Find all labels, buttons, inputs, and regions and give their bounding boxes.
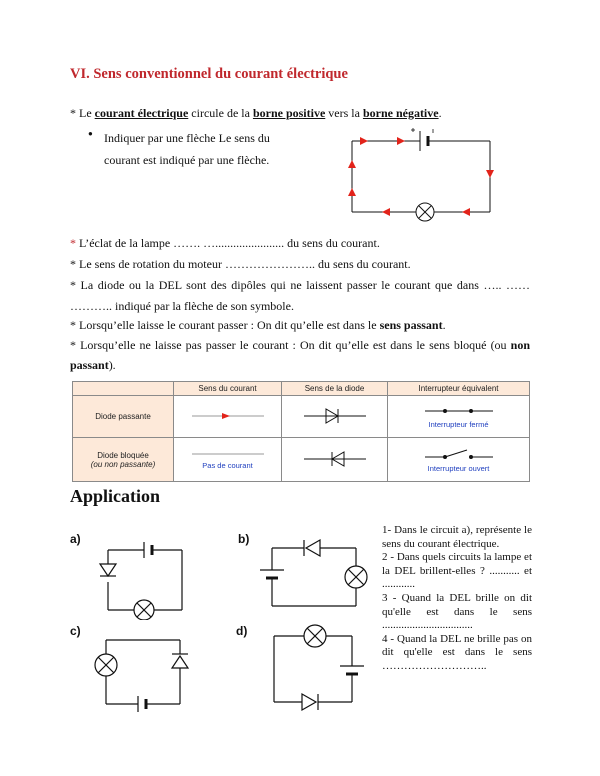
header-interrupteur: Interrupteur équivalent	[388, 382, 530, 396]
red-star: *	[70, 236, 79, 250]
circuit-b	[252, 536, 372, 620]
instruction-line1: Indiquer par une flèche Le sens du	[104, 131, 270, 145]
term-borne-positive: borne positive	[252, 106, 326, 120]
line-bloque-text: * Lorsqu’elle ne laisse pas passer le courant : On dit qu’elle est dans le sens bloqué (ou	[70, 338, 511, 352]
line-diode-2: ……….. indiqué par la flèche de son symbole.	[70, 299, 294, 313]
line-passant-end: .	[442, 318, 446, 332]
row-bloquee-sublabel: (ou non passante)	[90, 459, 156, 469]
line-sens-passant	[70, 318, 446, 333]
intro-mid: circule de la	[188, 106, 253, 120]
term-borne-negative: borne négative	[362, 106, 439, 120]
arrow-icon	[462, 208, 470, 216]
table-row	[73, 438, 530, 482]
closed-switch-icon	[421, 404, 497, 418]
term-passant: passant	[70, 358, 109, 372]
arrow-icon	[348, 188, 356, 196]
line-sens-bloque-1	[70, 338, 530, 353]
term-sens-passant: sens passant	[379, 318, 443, 332]
arrow-icon	[486, 170, 494, 178]
bullet-dot-icon: ●	[88, 129, 93, 138]
arrow-icon	[397, 137, 405, 145]
table-corner	[73, 382, 174, 396]
question-3: 3 - Quand la DEL brille on dit qu'elle est dans le sens .................................	[382, 591, 532, 632]
application-title: Application	[70, 486, 161, 506]
no-current-line	[188, 449, 268, 459]
cell-switch-closed	[388, 396, 530, 438]
arrow-icon	[360, 137, 368, 145]
instruction-line2: courant est indiqué par une flèche.	[104, 153, 270, 167]
header-sens-courant: Sens du courant	[174, 382, 282, 396]
table-row	[73, 396, 530, 438]
caption-interrupteur-ouvert: Interrupteur ouvert	[427, 464, 490, 473]
term-courant: courant électrique	[94, 106, 189, 120]
open-switch-icon	[421, 446, 497, 462]
arrow-icon	[348, 160, 356, 168]
cell-no-current	[174, 438, 282, 482]
question-4: 4 - Quand la DEL ne brille pas on dit qu'elle est dans le sens ………………………..	[382, 632, 532, 672]
line-eclat-text: L’éclat de la lampe ……. …....................... du sens du courant.	[79, 236, 380, 250]
line-eclat-lampe	[70, 236, 380, 251]
circuit-c	[88, 630, 200, 716]
diode-table	[72, 381, 530, 482]
line-sens-bloque-2	[70, 358, 116, 373]
row-diode-passante: Diode passante	[73, 396, 174, 438]
line-bloque-end: ).	[108, 358, 116, 372]
table-header-row	[73, 382, 530, 396]
circuit-d-label: d)	[236, 624, 248, 638]
circuit-d	[262, 622, 372, 714]
cell-diode-passante	[282, 396, 388, 438]
row-diode-bloquee	[73, 438, 174, 482]
diode-reverse-icon	[300, 447, 370, 471]
circuit-diagram-main	[340, 126, 500, 228]
question-1: 1- Dans le circuit a), représente le sens du courant électrique.	[382, 524, 532, 550]
cell-diode-bloquee	[282, 438, 388, 482]
current-arrow-icon	[188, 410, 268, 422]
row-bloquee-label: Diode bloquée	[97, 450, 149, 460]
questions-block	[382, 524, 532, 674]
caption-interrupteur-ferme: Interrupteur fermé	[428, 420, 489, 429]
caption-pas-de-courant: Pas de courant	[202, 461, 253, 470]
circuit-c-label: c)	[70, 624, 81, 638]
circuit-b-label: b)	[238, 532, 250, 546]
diode-forward-icon	[300, 404, 370, 428]
term-non: non	[510, 338, 530, 352]
circuit-a-label: a)	[70, 532, 81, 546]
line-passant-text: * Lorsqu’elle laisse le courant passer : On dit qu’elle est dans le	[70, 318, 380, 332]
intro-end: .	[438, 106, 442, 120]
section-title: VI. Sens conventionnel du courant électrique	[70, 66, 348, 82]
instruction-text	[104, 126, 270, 172]
intro-bullet: * Le	[70, 106, 95, 120]
question-2: 2 - Dans quels circuits la lampe et la DEL brillent-elles ? ........... et ............	[382, 551, 532, 591]
cell-switch-open	[388, 438, 530, 482]
line-moteur: * Le sens de rotation du moteur ………………….. du sens du courant.	[70, 257, 411, 271]
intro-mid2: vers la	[325, 106, 363, 120]
header-sens-diode: Sens de la diode	[282, 382, 388, 396]
line-diode-1: * La diode ou la DEL sont des dipôles qui ne laissent passer le courant que dans ….. ……	[70, 278, 530, 292]
intro-line	[70, 106, 442, 121]
cell-current-arrow	[174, 396, 282, 438]
circuit-a	[90, 540, 190, 620]
arrow-icon	[382, 208, 390, 216]
